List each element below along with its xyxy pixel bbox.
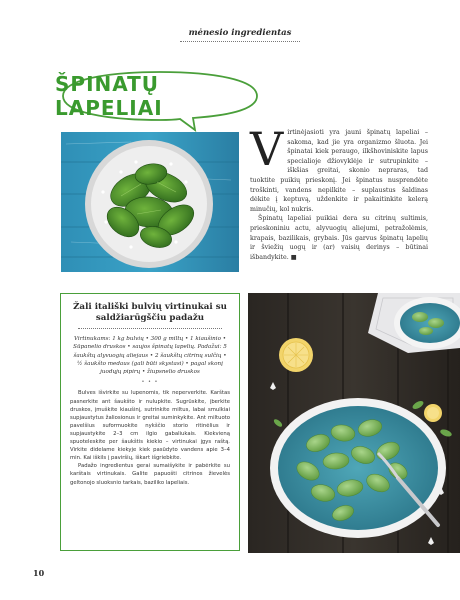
- dumplings-image: [248, 293, 460, 553]
- intro-text: [250, 122, 428, 262]
- title-bubble: [55, 70, 265, 122]
- recipe-ingredients: Virtinukams: 1 kg bulvių • 300 g miltų • 1 kiaušinio • Sūpanelio druskos • saujos špinatų lapelių. Padažui: 5 šaukštų alyvuogių aliejaus • 2 šaukštų citrinų sulčių • ½ šaukšto medaus (gali būti skystasi) • pagal skonį juodųjų pipirų • žiupsnelio druskos: [73, 336, 227, 376]
- page-number: 10: [33, 568, 45, 578]
- section-title: mėnesio ingredientas: [188, 28, 292, 38]
- intro-paragraph: irtinėjasioti yra jauni špinatų lapeliai – sakoma, kad jie yra organizmo šluota. Jei špinatai kiek peraugo, ilkšhoviniskite lapus specialioje džiovyklėje ir sutrupinkite – iškšias greitai, skonio nepraras, tad tuoktite puikių prieskonį. Jei špinatus nusprendėte troškinti, vandens nepilkite – suplaustus šaldinas dėkite į keptuvą, uždenkite ir pakaitinkite kelerą minučių, kol nukris.: [250, 129, 428, 213]
- recipe-title-rule: [78, 328, 222, 329]
- spinach-bowl-photo: [61, 132, 239, 272]
- recipe-divider: • • •: [141, 379, 159, 386]
- spinach-bowl-image: [61, 132, 239, 272]
- drop-cap: V: [250, 122, 284, 176]
- article-title: ŠPINATŲ LAPELIAI: [55, 72, 163, 120]
- section-rule: [180, 41, 300, 42]
- intro-paragraph: Špinatų lapeliai puikiai dera su citrinų sultimis, prieskoniniu actu, alyvuogių aliejumi, petražolėmis, krapais, bazilikais, grybais. Jūs garvus špinatų lapelių ir šviežių uogų ir (ar) vaisių derinys – būtinai išbandykite. ■: [250, 215, 428, 261]
- recipe-box: [60, 293, 240, 551]
- recipe-title: Žali itališki bulvių virtinukai su saldžiarūgščiu padažu: [73, 302, 227, 323]
- method-paragraph: Bulves išvirkite su lupenomis, tik neperverkite. Karštas pasnerkite ant šaukšto ir nulupkite. Sugrūskite, įberkite druskos, įmuškite kiaušinį, sutrinkite miltus, labai smulkiai supjaustytus žaliosionus ir greitai suminkykite. Ant miltuoto pavelšius suformuokite nykščio storio ritinėlius ir supjaustykite 2–3 cm ilgio gabaliukais. Kiekvieną spuoteleskite per šaukštis kiekio – virtinukai įgys raštą. Virkite didelame kiekyje kiek pasūdyto vandens apie 3–4 min. Kai iškils į paviršių, iškart išgriebkite.: [70, 390, 230, 462]
- recipe-method: [70, 389, 230, 486]
- section-header: [180, 28, 300, 42]
- dumplings-photo: [248, 293, 460, 553]
- method-paragraph: Padažo ingredientus gerai sumaišykite ir pabėrkite su karštais virtinukais. Galite papuošti citrinos žievelės geltonojo sluoksnio tarkais, baziliko lapeliais.: [70, 463, 230, 486]
